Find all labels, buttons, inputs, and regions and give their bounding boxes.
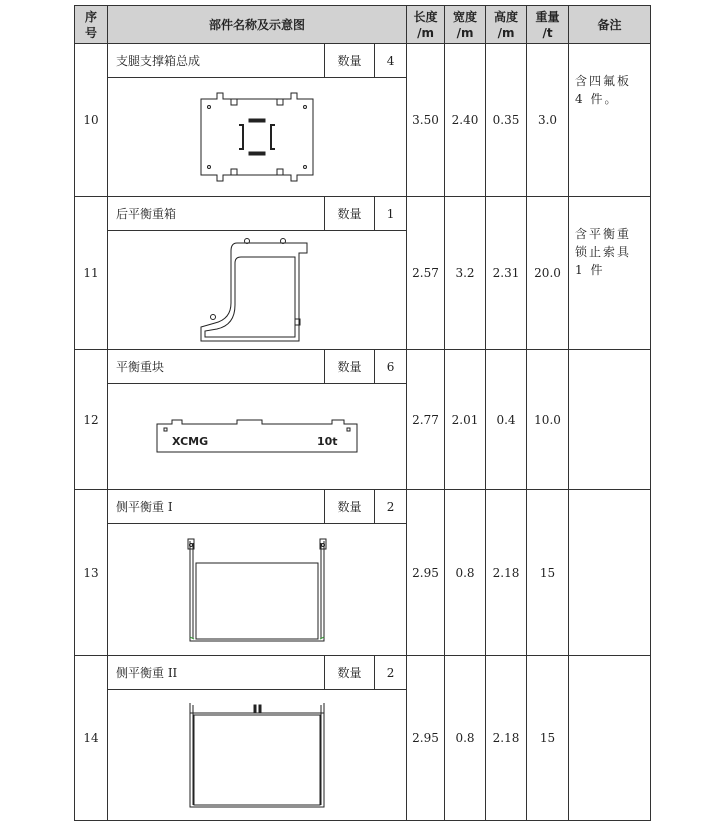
- qty-label: 数量: [325, 44, 375, 78]
- part-name: 侧平衡重 II: [108, 656, 325, 690]
- table-row: [75, 490, 651, 524]
- weight-value: 15: [527, 656, 569, 821]
- width-value: 2.01: [445, 350, 486, 490]
- length-value: 2.77: [407, 350, 445, 490]
- qty-value: 4: [375, 44, 407, 78]
- header-row: [75, 6, 651, 44]
- parts-table: [74, 5, 651, 821]
- row-number: 10: [75, 44, 108, 197]
- header-height: 高度 /m: [486, 6, 527, 44]
- header-seq: 序 号: [75, 6, 108, 44]
- row-number: 11: [75, 197, 108, 350]
- table-row: [75, 44, 651, 78]
- qty-label: 数量: [325, 490, 375, 524]
- remark: [569, 197, 651, 350]
- weight-value: 3.0: [527, 44, 569, 197]
- length-value: 2.95: [407, 490, 445, 656]
- part-name: 平衡重块: [108, 350, 325, 384]
- part-name: 侧平衡重 I: [108, 490, 325, 524]
- header-remark: 备注: [569, 6, 651, 44]
- width-value: 3.2: [445, 197, 486, 350]
- weight-value: 15: [527, 490, 569, 656]
- counterweight-block-drawing: [108, 384, 407, 490]
- height-value: 0.4: [486, 350, 527, 490]
- weight-value: 20.0: [527, 197, 569, 350]
- remark-text: 含四氟板 4 件。: [575, 74, 632, 106]
- qty-label: 数量: [325, 197, 375, 231]
- row-number: 14: [75, 656, 108, 821]
- rear-counterweight-box-drawing: [108, 231, 407, 350]
- qty-label: 数量: [325, 350, 375, 384]
- width-value: 2.40: [445, 44, 486, 197]
- side-counterweight-2-drawing: [108, 690, 407, 821]
- length-value: 2.95: [407, 656, 445, 821]
- length-value: 2.57: [407, 197, 445, 350]
- remark-text: 含平衡重 锁止索具 1 件: [575, 227, 632, 277]
- table-row: [75, 656, 651, 690]
- height-value: 2.31: [486, 197, 527, 350]
- length-value: 3.50: [407, 44, 445, 197]
- remark: [569, 44, 651, 197]
- header-name: 部件名称及示意图: [108, 6, 407, 44]
- outrigger-box-drawing: [108, 78, 407, 197]
- remark: [569, 656, 651, 821]
- width-value: 0.8: [445, 490, 486, 656]
- header-length: 长度 /m: [407, 6, 445, 44]
- weight-value: 10.0: [527, 350, 569, 490]
- remark: [569, 350, 651, 490]
- part-name: 后平衡重箱: [108, 197, 325, 231]
- qty-value: 2: [375, 656, 407, 690]
- qty-value: 2: [375, 490, 407, 524]
- tonnage-text: 10t: [317, 434, 338, 448]
- table-row: [75, 197, 651, 231]
- width-value: 0.8: [445, 656, 486, 821]
- qty-value: 6: [375, 350, 407, 384]
- row-number: 13: [75, 490, 108, 656]
- header-weight: 重量 /t: [527, 6, 569, 44]
- row-number: 12: [75, 350, 108, 490]
- qty-value: 1: [375, 197, 407, 231]
- remark: [569, 490, 651, 656]
- qty-label: 数量: [325, 656, 375, 690]
- height-value: 2.18: [486, 490, 527, 656]
- height-value: 2.18: [486, 656, 527, 821]
- table-row: [75, 350, 651, 384]
- height-value: 0.35: [486, 44, 527, 197]
- header-width: 宽度 /m: [445, 6, 486, 44]
- side-counterweight-1-drawing: [108, 524, 407, 656]
- part-name: 支腿支撑箱总成: [108, 44, 325, 78]
- xcmg-logo-text: XCMG: [172, 434, 209, 448]
